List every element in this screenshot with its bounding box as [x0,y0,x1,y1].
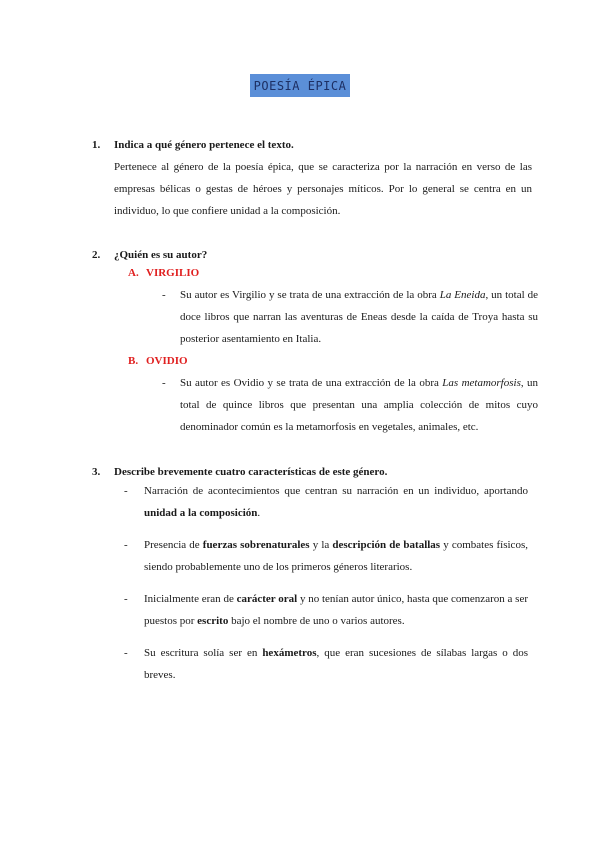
author-virgilio-heading [128,262,538,284]
question-2-number: 2. [92,249,101,261]
characteristic-4 [124,642,528,686]
title-container [0,74,600,97]
characteristic-2-text-1: Presencia de [144,539,203,551]
dash-bullet: - [124,593,128,605]
characteristic-2-text-2: y la [309,539,333,551]
author-ovidio-description [128,372,538,438]
characteristic-2-bold-2: descripción de batallas [332,539,441,551]
author-b-name: OVIDIO [146,355,188,367]
characteristic-2 [124,534,528,578]
question-1-answer: Pertenece al género de la poesía épica, que se caracteriza por la narración en verso de las empresas bélicas o gestas de héroes y personajes míticos. Por lo general se centra en un individuo, lo que confiere unidad a la composición. [114,161,532,217]
author-ovidio-heading [128,350,538,372]
dash-bullet: - [124,539,128,551]
author-a-text-1: Su autor es Virgilio y se trata de una extracción de la obra [180,289,440,301]
dash-bullet: - [162,289,166,301]
characteristic-4-text-1: Su escritura solía ser en [144,647,263,659]
dash-bullet: - [124,647,128,659]
author-a-name: VIRGILIO [146,267,200,279]
question-3-text: Describe brevemente cuatro características de este género. [114,466,388,478]
question-2-text: ¿Quién es su autor? [114,249,208,261]
characteristic-3-text-1: Inicialmente eran de [144,593,237,605]
characteristic-3-text-3: bajo el nombre de uno o varios autores. [228,615,405,627]
dash-bullet: - [124,485,128,497]
characteristic-4-bold: hexámetros [262,647,317,659]
question-1 [92,134,532,222]
question-1-number: 1. [92,139,101,151]
characteristic-1-bold: unidad a la composición [144,507,258,519]
characteristic-1 [124,480,528,524]
characteristic-2-text-3: y combates físicos, siendo probablemente uno de los primeros géneros literarios. [144,539,528,573]
characteristic-3 [124,588,528,632]
author-b-text-2: , un total de quince libros que presentan una amplia colección de mitos cuyo denominador común es la metamorfosis en vegetales, animales, etc. [180,377,539,433]
question-3-number: 3. [92,466,101,478]
author-b-letter: B. [128,355,139,367]
author-virgilio [128,262,538,350]
author-a-letter: A. [128,267,139,279]
work-las-metamorfosis: Las metamorfosis [442,377,521,389]
characteristic-4-text-2: , que eran sucesiones de sílabas largas o dos breves. [144,647,529,681]
characteristic-3-bold-2: escrito [197,615,229,627]
characteristic-2-bold-1: fuerzas sobrenaturales [202,539,310,551]
characteristic-1-text: Narración de acontecimientos que centran su narración en un individuo, aportando [144,485,528,497]
question-1-text: Indica a qué género pertenece el texto. [114,139,294,151]
author-a-text-2: , un total de doce libros que narran las aventuras de Eneas desde la caída de Troya hasta su posterior asentamiento en Italia. [180,289,539,345]
author-ovidio [128,350,538,438]
author-virgilio-description [128,284,538,350]
characteristic-3-text-2: y no tenían autor único, hasta que comenzaron a ser puestos por [144,593,528,627]
author-b-text-1: Su autor es Ovidio y se trata de una extracción de la obra [180,377,443,389]
characteristic-3-bold-1: carácter oral [236,593,298,605]
page-title: POESÍA ÉPICA [250,74,351,97]
characteristic-1-end: . [257,507,261,519]
work-la-eneida: La Eneida [439,289,486,301]
question-1-heading [92,134,532,156]
dash-bullet: - [162,377,166,389]
